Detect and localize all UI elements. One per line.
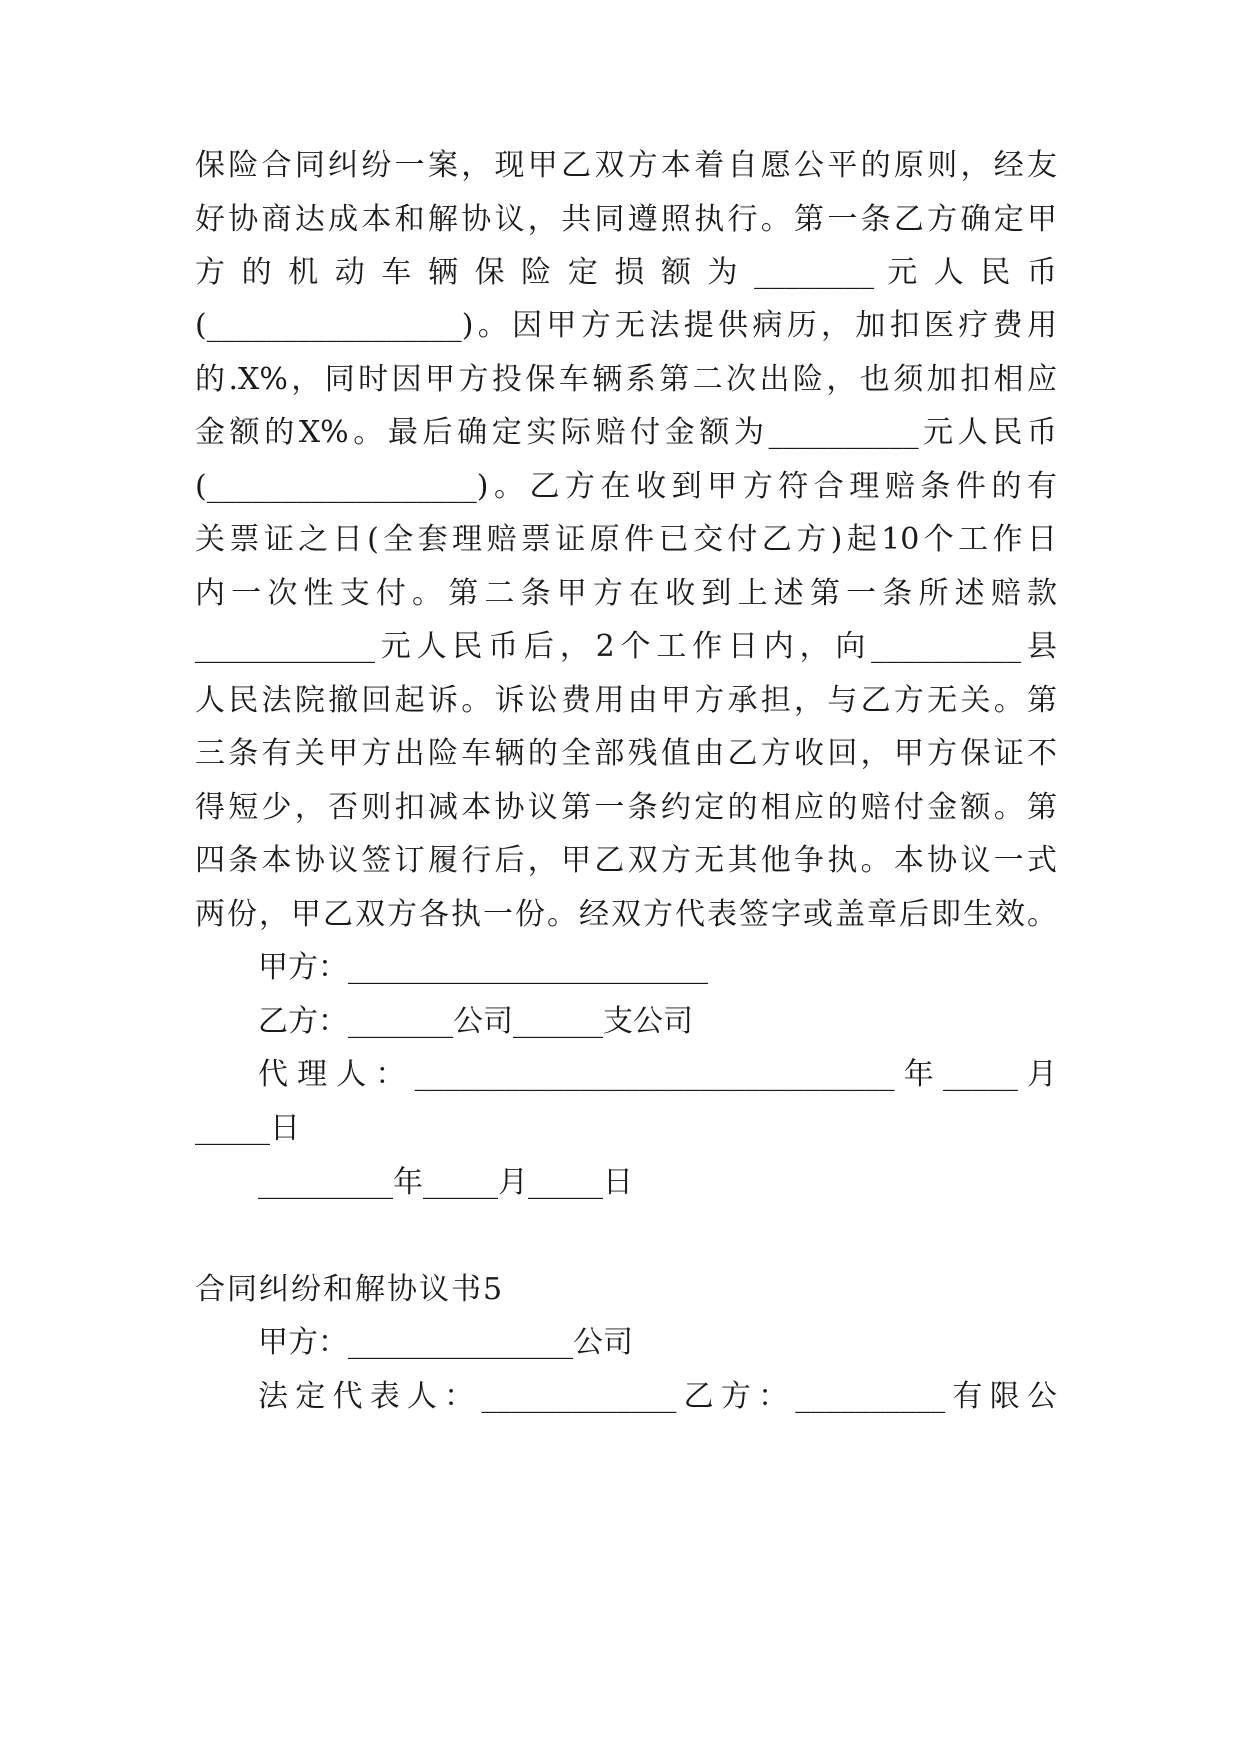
body-line: 关票证之日(全套理赔票证原件已交付乙方)起10个工作日 [195,522,1057,557]
body-line: (_________________)。因甲方无法提供病历，加扣医疗费用 [195,308,1057,343]
signature-agent: 代理人：________________________________年_____月 [258,1057,1057,1092]
body-line: 保险合同纠纷一案，现甲乙双方本着自愿公平的原则，经友 [195,148,1057,183]
body-line: (__________________)。乙方在收到甲方符合理赔条件的有 [195,469,1057,504]
body-line: 四条本协议签订履行后，甲乙双方无其他争执。本协议一式 [195,843,1057,878]
body-line: ____________元人民币后，2个工作日内，向__________县 [195,629,1057,664]
signature-party-a: 甲方：________________________ [258,950,708,985]
signature-date: _________年_____月_____日 [258,1165,633,1200]
section-party-a: 甲方：_______________公司 [258,1325,633,1360]
body-line: 得短少，否则扣减本协议第一条约定的相应的赔付金额。第 [195,790,1057,825]
body-line: 好协商达成本和解协议，共同遵照执行。第一条乙方确定甲 [195,202,1057,237]
body-line: 三条有关甲方出险车辆的全部残值由乙方收回，甲方保证不 [195,736,1057,771]
body-line: 内一次性支付。第二条甲方在收到上述第一条所述赔款 [195,576,1057,611]
body-line: 两份，甲乙双方各执一份。经双方代表签字或盖章后即生效。 [195,897,1057,932]
signature-party-b: 乙方：_______公司______支公司 [258,1004,693,1039]
section-title: 合同纠纷和解协议书5 [195,1272,505,1307]
section-legal-rep: 法定代表人：_____________乙方：__________有限公 [258,1379,1057,1414]
body-line: 的.X%，同时因甲方投保车辆系第二次出险，也须加扣相应 [195,362,1057,397]
body-line: 金额的X%。最后确定实际赔付金额为__________元人民币 [195,415,1057,450]
body-line: 方 的 机 动 车 辆 保 险 定 损 额 为 ________ 元 人 民 币 [195,255,1057,290]
body-line: 人民法院撤回起诉。诉讼费用由甲方承担，与乙方无关。第 [195,683,1057,718]
signature-day: _____日 [195,1111,300,1146]
